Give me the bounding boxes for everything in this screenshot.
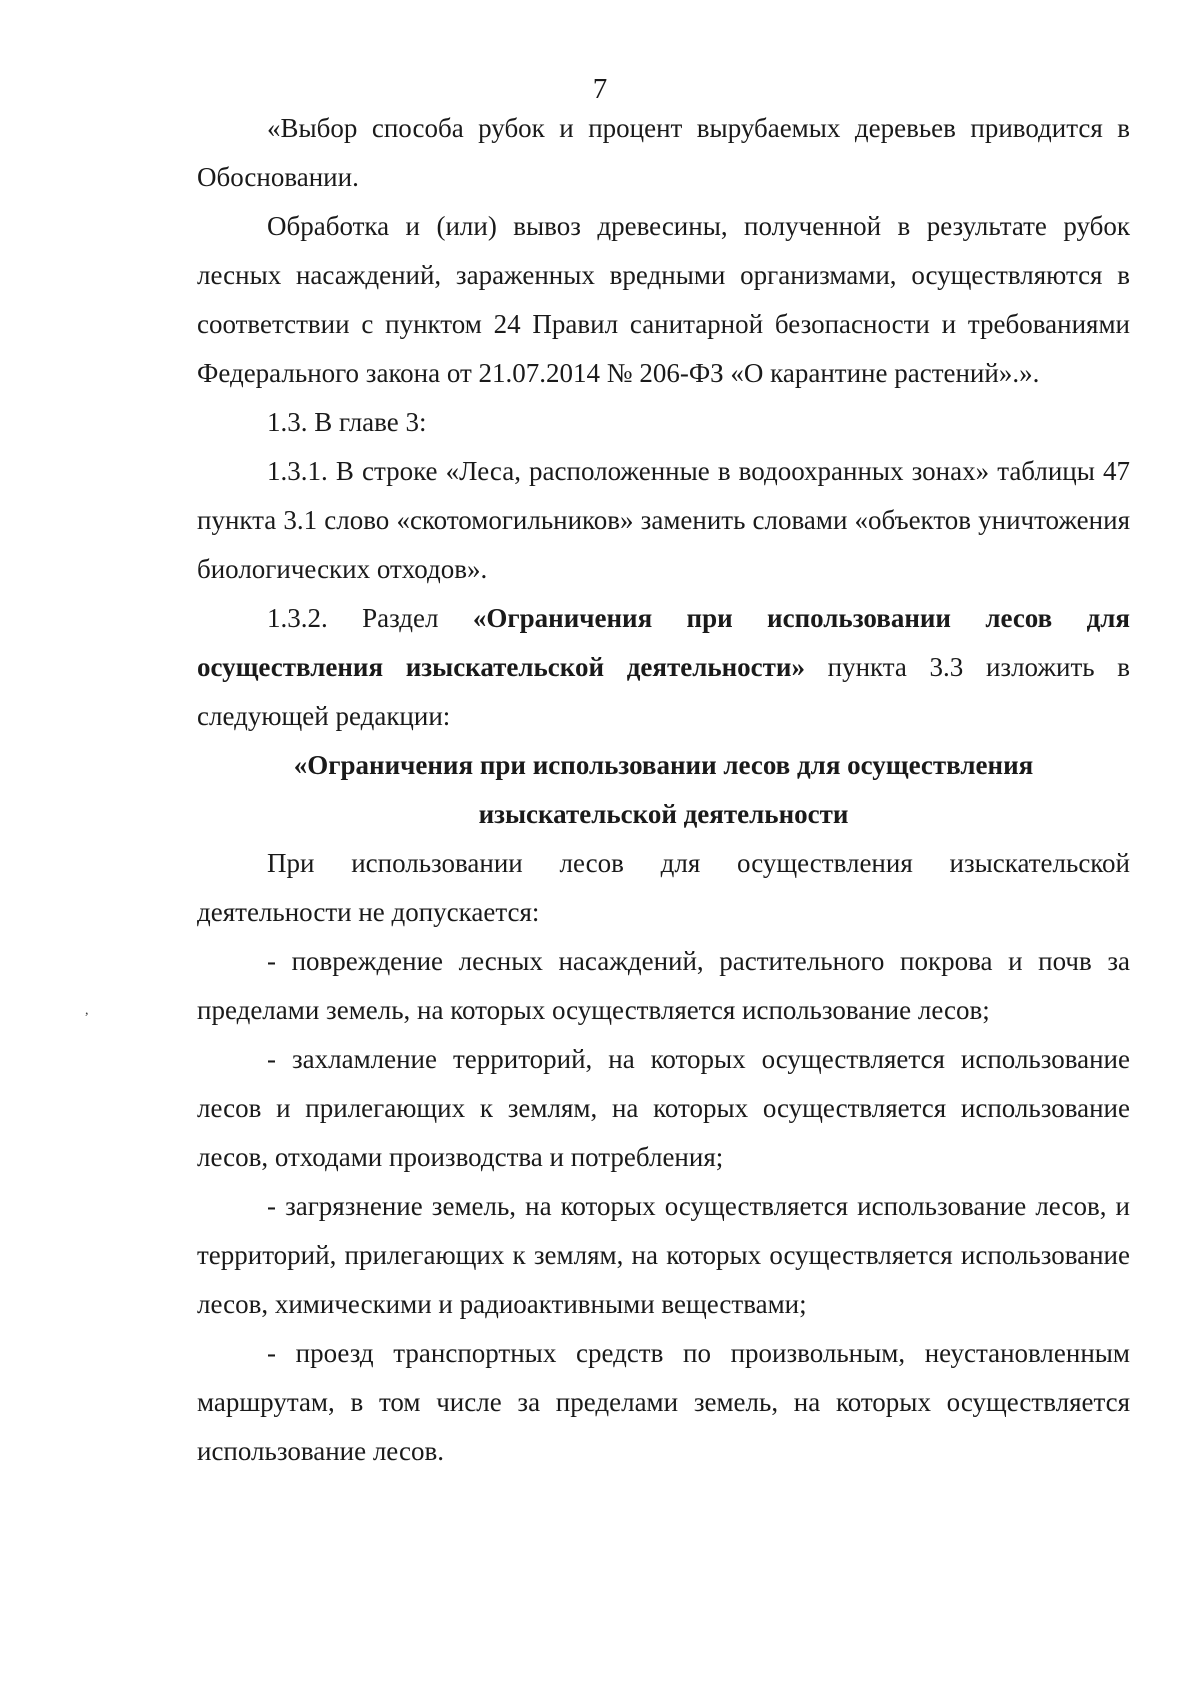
section-title-reference: «Ограничения при использовании лесов для осуществления изыскательской деятельности»	[197, 603, 1130, 682]
list-item-damage: - повреждение лесных насаждений, растительного покрова и почв за пределами земель, на которых осуществляется использование лесов;	[197, 946, 1130, 1025]
section-heading-line-1: «Ограничения при использовании лесов для осуществления	[293, 750, 1034, 780]
paragraph-1-3-1: 1.3.1. В строке «Леса, расположенные в водоохранных зонах» таблицы 47 пункта 3.1 слово «скотомогильников» заменить словами «объектов уничтожения биологических отходов».	[197, 456, 1130, 584]
paragraph-not-allowed: При использовании лесов для осуществления изыскательской деятельности не допускается:	[197, 848, 1130, 927]
list-item-vehicles: - проезд транспортных средств по произвольным, неустановленным маршрутам, в том числе за пределами земель, на которых осуществляется использование лесов.	[197, 1338, 1130, 1466]
section-heading-line-2: изыскательской деятельности	[478, 799, 849, 829]
document-body	[197, 104, 1130, 1476]
paragraph-1-3-2-end: пункта 3.3 изложить в следующей редакции:	[197, 652, 1130, 731]
paragraph-1-3-2-start: 1.3.2. Раздел	[267, 603, 473, 633]
page-number: 7	[592, 73, 608, 105]
paragraph-chapter-3: 1.3. В главе 3:	[267, 407, 427, 437]
paragraph-wood-processing: Обработка и (или) вывоз древесины, полученной в результате рубок лесных насаждений, зараженных вредными организмами, осуществляются в соответствии с пунктом 24 Правил санитарной безопасности и требованиями Федерального закона от 21.07.2014 № 206-ФЗ «О карантине растений».».	[197, 211, 1130, 388]
list-item-littering: - захламление территорий, на которых осуществляется использование лесов и прилегающих к землям, на которых осуществляется использование лесов, отходами производства и потребления;	[197, 1044, 1130, 1172]
paragraph-1-3-2	[197, 594, 1130, 741]
margin-scan-mark: ,	[85, 1003, 89, 1018]
list-item-pollution: - загрязнение земель, на которых осуществляется использование лесов, и территорий, прилегающих к землям, на которых осуществляется использование лесов, химическими и радиоактивными веществами;	[197, 1191, 1130, 1319]
paragraph-selection-method: «Выбор способа рубок и процент вырубаемых деревьев приводится в Обосновании.	[197, 113, 1130, 192]
